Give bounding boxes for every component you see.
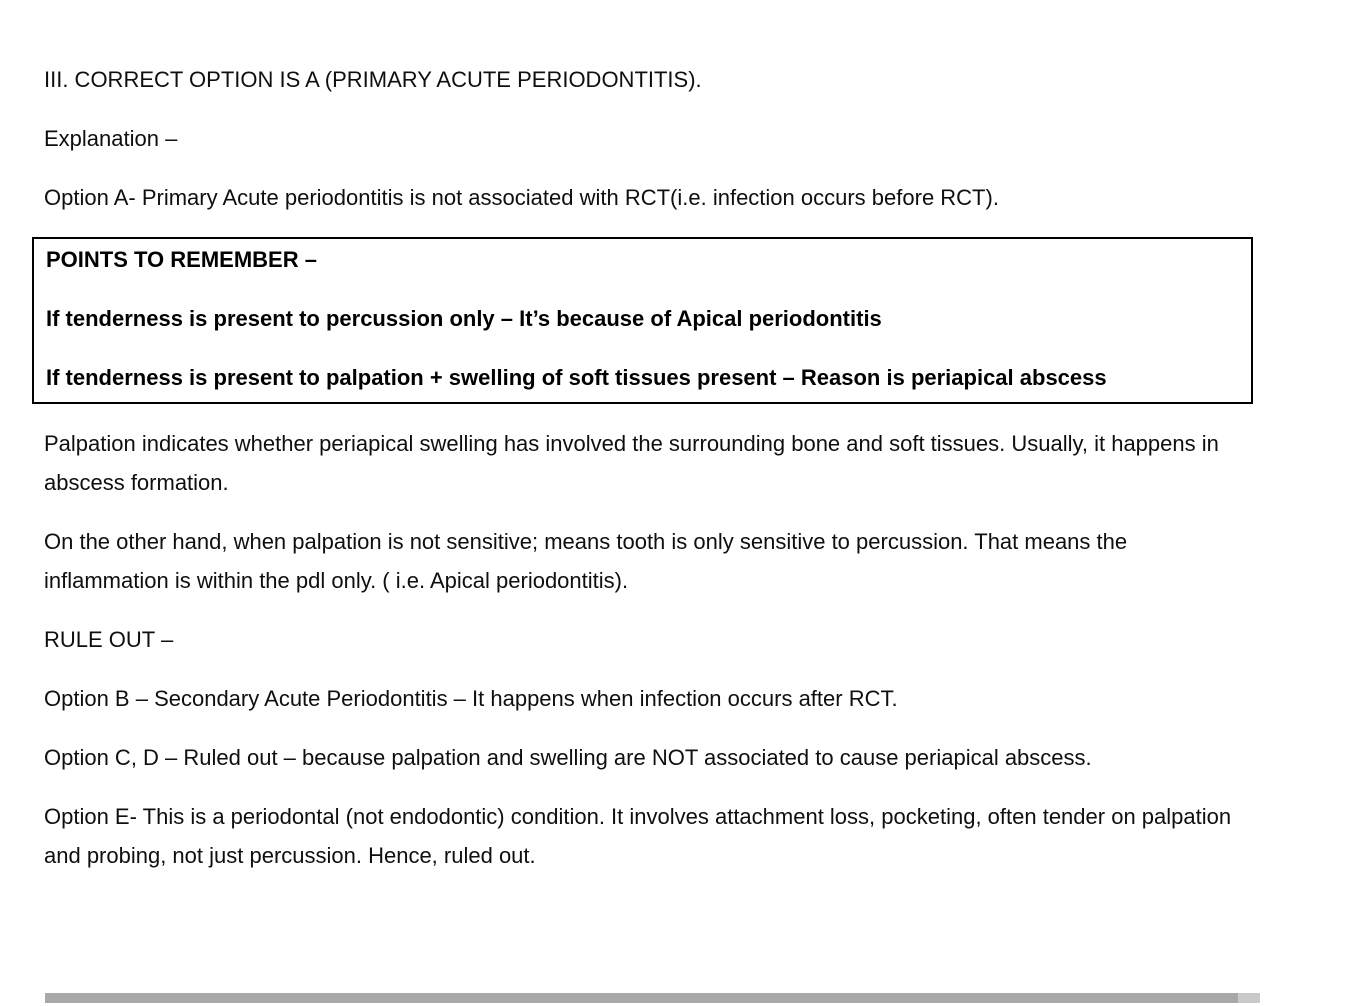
points-box-point-1: If tenderness is present to percussion only – It’s because of Apical periodontitis: [46, 306, 882, 331]
palpation-paragraph: Palpation indicates whether periapical swelling has involved the surrounding bone and soft tissues. Usually, it happens in abscess formation.: [44, 431, 1219, 495]
option-b-text: Option B – Secondary Acute Periodontitis – It happens when infection occurs after RCT.: [44, 686, 898, 711]
rule-out-label: RULE OUT –: [44, 627, 174, 652]
points-box-point-2: If tenderness is present to palpation + swelling of soft tissues present – Reason is periapical abscess: [46, 365, 1107, 390]
option-a-text: Option A- Primary Acute periodontitis is not associated with RCT(i.e. infection occurs before RCT).: [44, 185, 999, 210]
page-title: III. CORRECT OPTION IS A (PRIMARY ACUTE PERIODONTITIS).: [44, 67, 702, 92]
points-box-heading: POINTS TO REMEMBER –: [46, 247, 317, 272]
option-e-text: Option E- This is a periodontal (not endodontic) condition. It involves attachment loss, pocketing, often tender on palpation and probing, not just percussion. Hence, ruled out.: [44, 804, 1232, 868]
explanation-label: Explanation –: [44, 126, 178, 151]
document-content: [44, 60, 1239, 895]
percussion-paragraph: On the other hand, when palpation is not sensitive; means tooth is only sensitive to percussion. That means the inflammation is within the pdl only. ( i.e. Apical periodontitis).: [44, 529, 1128, 593]
points-to-remember-box: [32, 237, 1253, 404]
horizontal-scrollbar[interactable]: [45, 993, 1260, 1003]
option-cd-text: Option C, D – Ruled out – because palpation and swelling are NOT associated to cause periapical abscess.: [44, 745, 1092, 770]
horizontal-scrollbar-thumb[interactable]: [45, 993, 1238, 1003]
